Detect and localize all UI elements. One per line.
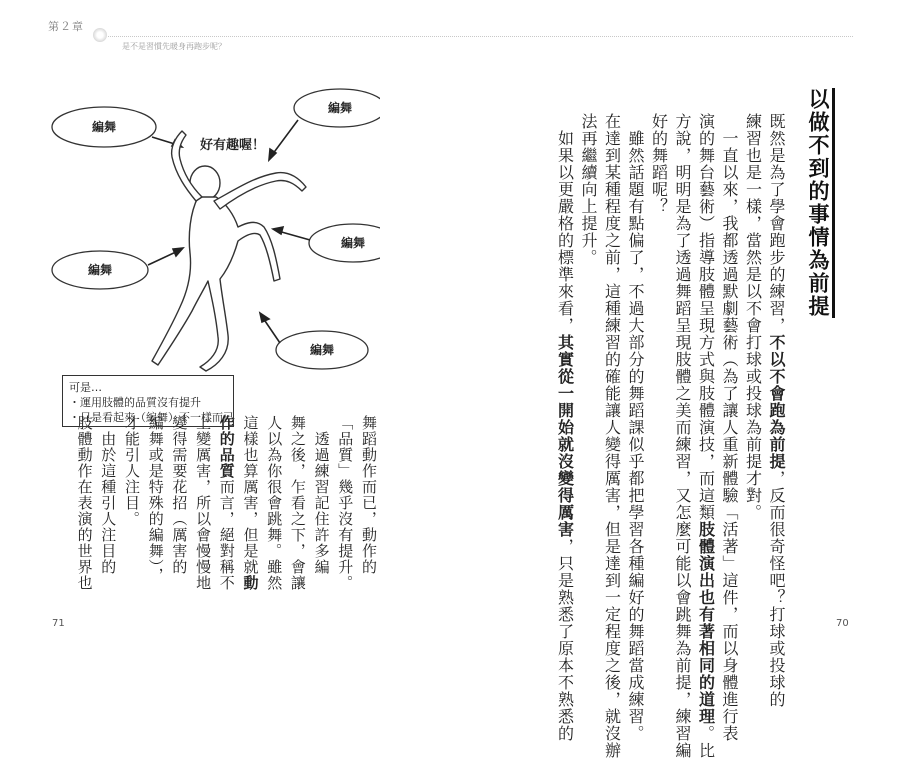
text-column [764, 113, 788, 708]
text-run: 編舞或是特殊的編舞）， [146, 415, 165, 584]
bubble-left [52, 251, 148, 289]
header-divider [108, 36, 853, 37]
note-item: ・運用肢體的品質沒有提升 [69, 396, 201, 409]
text-run: 方說，明明是為了透過舞蹈呈現肢體之美而練習，又怎麼可能以會跳舞為前提，練習編 [673, 113, 692, 759]
text-run: 動 [241, 575, 260, 591]
section-title: 以做不到的事情為前提 [806, 88, 830, 318]
bubble-top-right [294, 89, 380, 127]
text-run: 舞之後，乍看之下，會讓 [288, 415, 307, 591]
bubble-label: 編舞 [309, 343, 335, 357]
text-column [647, 113, 671, 215]
text-run: 不以不會跑為前提 [767, 334, 786, 470]
text-run: 才能引人注目。 [123, 415, 141, 527]
text-column [333, 415, 357, 591]
text-run: 練習也是一樣，當然是以不會打球或投球為前提才對。 [743, 113, 763, 521]
text-column [623, 113, 647, 742]
text-run: 演的舞台藝術）指導肢體呈現方式與肢體演技，而這類 [696, 113, 716, 521]
text-column [694, 113, 718, 759]
text-run: 而言，絕對稱不 [217, 479, 236, 591]
text-run: 肢體演出也有著相同的道理 [696, 521, 716, 725]
text-run: 「品質」幾乎沒有提升。 [336, 415, 355, 591]
text-run: 作的品質 [217, 415, 236, 479]
text-run: ，只是熟悉了原本不熟悉的 [555, 538, 575, 742]
text-column [120, 415, 144, 527]
page-number-left: 71 [52, 618, 65, 629]
page-number-right: 70 [836, 618, 849, 629]
text-column [144, 415, 168, 584]
dancer-illustration [40, 85, 380, 375]
text-run: 如果以更嚴格的標準來看， [555, 113, 575, 334]
text-column [357, 415, 381, 575]
text-column [553, 113, 577, 742]
text-column [167, 415, 191, 575]
text-column [310, 415, 334, 575]
text-run: 肢體動作在表演的世界也 [75, 415, 94, 591]
text-column [239, 415, 263, 591]
text-run: 變得需要花招（厲害的 [170, 415, 189, 575]
text-run: 上變厲害，所以會慢慢地 [194, 415, 213, 591]
chapter-subtitle: 是不是習慣先暖身再跑步呢？ [122, 42, 226, 51]
bubble-top-left [52, 107, 156, 147]
text-column [670, 113, 694, 759]
text-run: 其實從一開始就沒變得厲害 [555, 334, 575, 538]
text-run: 法再繼續向上提升。 [579, 113, 598, 266]
text-column [191, 415, 215, 591]
bubble-bottom-right [276, 331, 368, 369]
text-run: 。比 [696, 725, 716, 759]
bubble-label: 編舞 [327, 101, 353, 115]
note-item: ・只是看起來（編舞）不一樣而已 [69, 411, 234, 424]
note-box [62, 375, 234, 427]
text-column [286, 415, 310, 591]
text-run: 在達到某種程度之前，這種練習的確能讓人變得厲害，但是達到一定程度之後，就沒辦 [602, 113, 622, 759]
text-column [96, 415, 120, 575]
text-column [576, 113, 600, 266]
text-run: 人以為你很會跳舞。雖然 [265, 415, 284, 591]
chapter-circle-ornament [93, 28, 107, 42]
text-column [717, 113, 741, 742]
bubble-label: 編舞 [91, 120, 117, 134]
text-column [215, 415, 239, 591]
text-run: 雖然話題有點偏了，不過大部分的舞蹈課似乎都把學習各種編好的舞蹈當成練習。 [626, 113, 645, 742]
text-column [262, 415, 286, 591]
text-run: 透過練習記住許多編 [312, 415, 331, 575]
text-column [600, 113, 624, 759]
text-run: ，反而很奇怪吧？打球或投球的 [767, 470, 786, 708]
text-column [741, 113, 765, 521]
bubble-label: 編舞 [87, 263, 113, 277]
text-run: 舞蹈動作而已，動作的 [360, 415, 378, 575]
bubble-mid-right [309, 224, 380, 262]
text-run: 由於這種引人注目的 [99, 415, 118, 575]
chapter-label: 第２章 [48, 20, 84, 33]
bubble-label: 編舞 [340, 236, 366, 250]
note-intro: 可是… [69, 381, 102, 394]
text-run: 這樣也算厲害，但是就 [241, 415, 260, 575]
text-run: 既然是為了學會跑步的練習， [767, 113, 786, 334]
exclamation-text: 好有趣喔！ [200, 138, 266, 153]
text-run: 好的舞蹈呢？ [649, 113, 669, 215]
text-run: 一直以來，我都透過默劇藝術（為了讓人重新體驗「活著」這件，而以身體進行表 [720, 113, 739, 742]
text-column [73, 415, 97, 591]
